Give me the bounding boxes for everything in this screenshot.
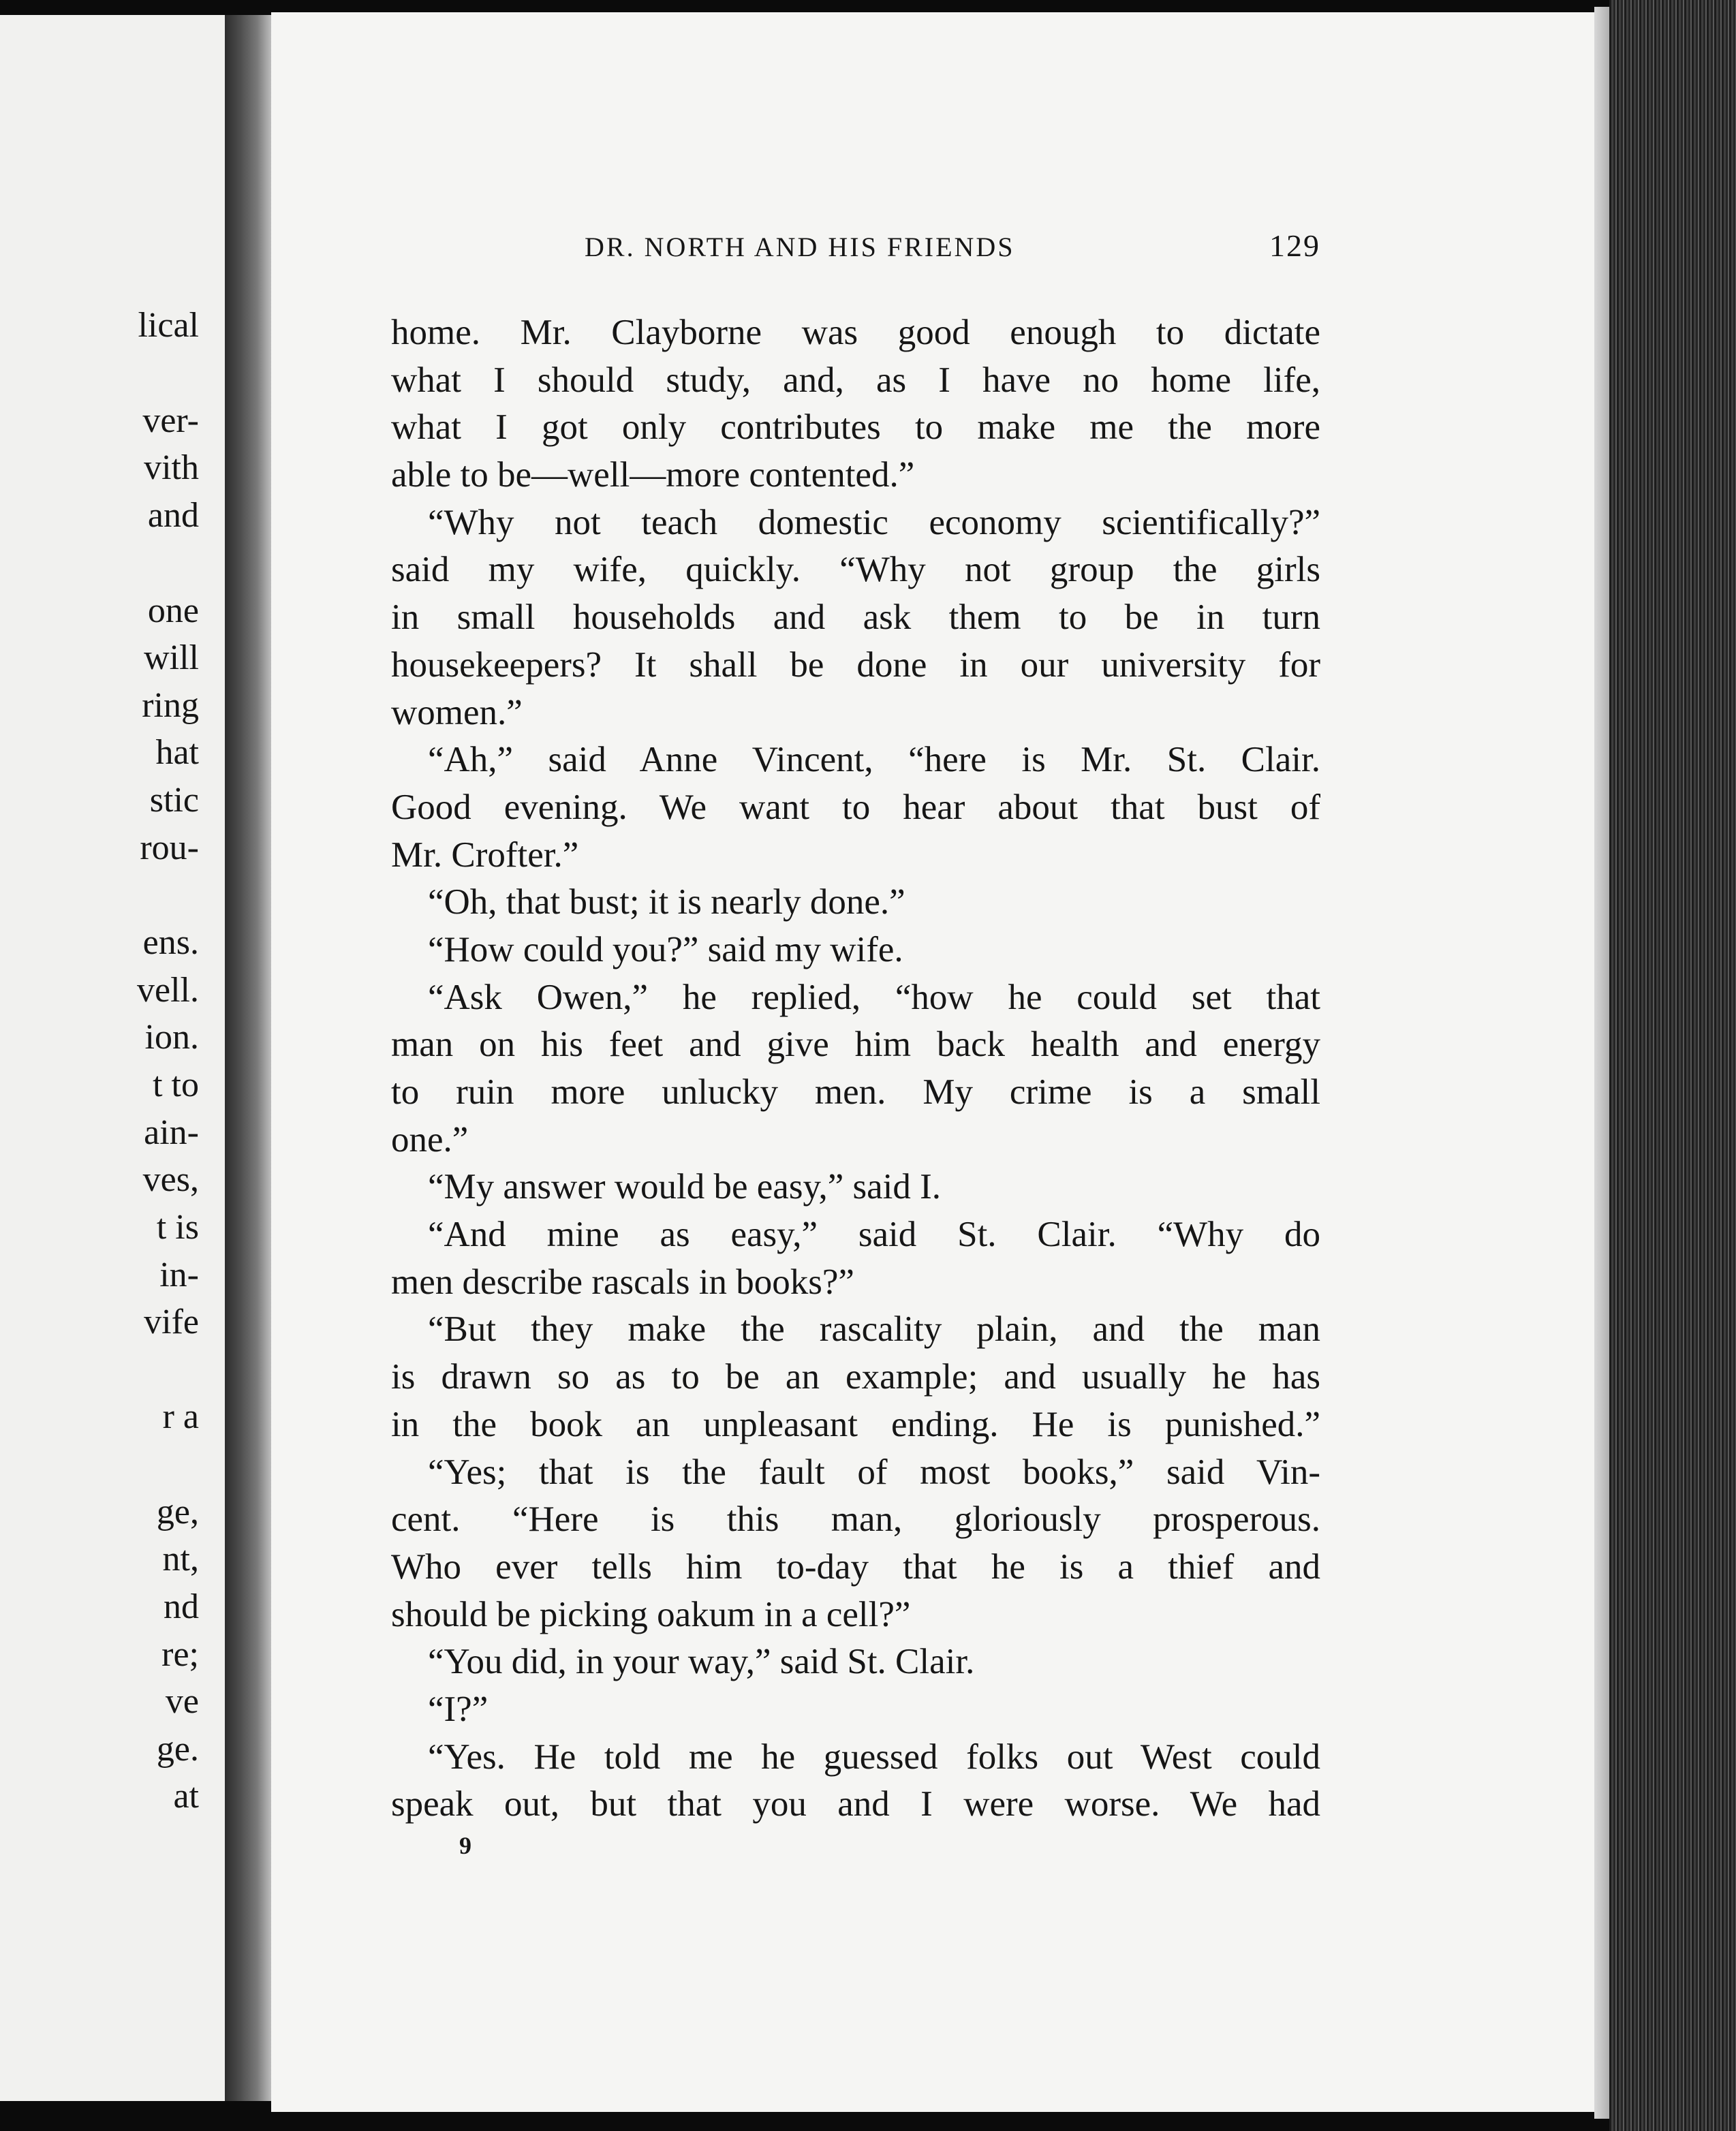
left-page-line-fragment: ver- bbox=[142, 401, 199, 440]
left-page-line-fragment: hat bbox=[155, 733, 199, 772]
left-page-line-fragment: rou- bbox=[140, 828, 199, 867]
left-facing-page bbox=[0, 15, 225, 2101]
left-page-line-fragment: ring bbox=[142, 686, 199, 725]
left-page-line-fragment: ve bbox=[165, 1682, 199, 1721]
book-page-stack-edge bbox=[1609, 0, 1736, 2131]
text-line: “And mine as easy,” said St. Clair. “Why do bbox=[428, 1215, 1320, 1255]
text-line: “You did, in your way,” said St. Clair. bbox=[428, 1642, 975, 1682]
text-line: to ruin more unlucky men. My crime is a small bbox=[391, 1072, 1320, 1112]
text-line: “My answer would be easy,” said I. bbox=[428, 1167, 942, 1207]
text-line: women.” bbox=[391, 692, 523, 732]
left-page-line-fragment: ves, bbox=[142, 1160, 199, 1199]
left-page-line-fragment: nt, bbox=[162, 1540, 199, 1578]
text-line: men describe rascals in books?” bbox=[391, 1262, 854, 1302]
left-page-line-fragment: t to bbox=[153, 1066, 199, 1104]
left-page-line-fragment: vith bbox=[144, 448, 199, 487]
left-page-line-fragment: nd bbox=[164, 1587, 199, 1626]
text-line: should be picking oakum in a cell?” bbox=[391, 1594, 911, 1634]
left-page-line-fragment: one bbox=[147, 591, 199, 630]
text-line: said my wife, quickly. “Why not group the girls bbox=[391, 550, 1320, 590]
text-line: cent. “Here is this man, gloriously prosperous. bbox=[391, 1499, 1320, 1540]
text-line: “Ask Owen,” he replied, “how he could set that bbox=[428, 977, 1320, 1017]
book-gutter bbox=[225, 15, 271, 2101]
left-page-line-fragment: stic bbox=[149, 781, 199, 820]
left-page-line-fragment: t is bbox=[156, 1208, 199, 1247]
left-page-line-fragment: re; bbox=[161, 1635, 199, 1674]
text-line: Mr. Crofter.” bbox=[391, 835, 579, 875]
body-text bbox=[391, 309, 1320, 1829]
text-line: what I should study, and, as I have no home life, bbox=[391, 360, 1320, 400]
left-page-line-fragment: ge. bbox=[156, 1730, 199, 1769]
text-line: what I got only contributes to make me the more bbox=[391, 407, 1320, 448]
page-number: 129 bbox=[1269, 228, 1320, 263]
text-line: man on his feet and give him back health and energy bbox=[391, 1025, 1320, 1065]
left-page-line-fragment: and bbox=[147, 496, 199, 535]
left-page-line-fragment: ge, bbox=[156, 1493, 199, 1531]
text-line: home. Mr. Clayborne was good enough to dictate bbox=[391, 313, 1320, 352]
text-line: one.” bbox=[391, 1119, 469, 1160]
text-line: Good evening. We want to hear about that bust of bbox=[391, 787, 1320, 827]
left-page-line-fragment: ion. bbox=[144, 1018, 199, 1057]
left-page-line-fragment: ain- bbox=[144, 1113, 199, 1152]
left-page-line-fragment: at bbox=[173, 1777, 199, 1816]
left-page-line-fragment: r a bbox=[162, 1397, 199, 1436]
text-line: speak out, but that you and I were worse. We had bbox=[391, 1784, 1320, 1824]
text-line: Who ever tells him to-day that he is a thief and bbox=[391, 1546, 1320, 1587]
signature-mark: 9 bbox=[459, 1832, 471, 1859]
text-line: “Yes. He told me he guessed folks out West could bbox=[428, 1737, 1320, 1777]
text-line: is drawn so as to be an example; and usually he has bbox=[391, 1357, 1320, 1397]
text-line: “Why not teach domestic economy scientifically?” bbox=[428, 502, 1320, 542]
left-page-line-fragment: lical bbox=[138, 306, 199, 345]
text-line: “Ah,” said Anne Vincent, “here is Mr. St. Clair. bbox=[428, 740, 1320, 780]
text-line: “I?” bbox=[428, 1689, 489, 1729]
text-line: “Yes; that is the fault of most books,” said Vin- bbox=[428, 1452, 1320, 1492]
text-line: “Oh, that bust; it is nearly done.” bbox=[428, 882, 905, 922]
left-page-line-fragment: will bbox=[144, 638, 199, 677]
left-page-line-fragment: in- bbox=[159, 1256, 199, 1294]
text-line: “How could you?” said my wife. bbox=[428, 929, 903, 969]
running-head: DR. NORTH AND HIS FRIENDS bbox=[585, 232, 1015, 262]
left-page-line-fragment: vife bbox=[144, 1303, 199, 1341]
left-page-line-fragment: vell. bbox=[137, 971, 199, 1010]
text-line: able to be—well—more contented.” bbox=[391, 455, 915, 495]
left-page-line-fragment: ens. bbox=[142, 923, 199, 962]
text-line: “But they make the rascality plain, and the man bbox=[428, 1309, 1320, 1350]
text-line: in small households and ask them to be in turn bbox=[391, 597, 1320, 638]
text-line: housekeepers? It shall be done in our university for bbox=[391, 644, 1320, 685]
text-line: in the book an unpleasant ending. He is punished.” bbox=[391, 1404, 1320, 1444]
